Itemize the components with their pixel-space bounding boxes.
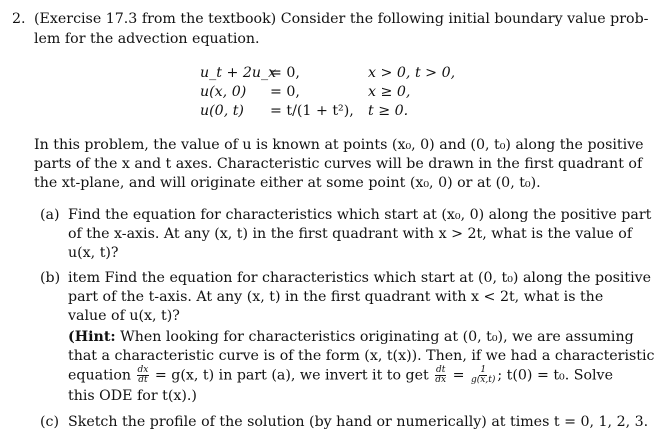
part-c-line1: Sketch the profile of the solution (by hand or numerically) at times t = 0, 1, 2, 3. <box>68 414 649 430</box>
frac-dt-den: dt <box>138 375 148 385</box>
hint-bold-label: (Hint: <box>68 329 116 345</box>
hint-line1 <box>68 328 634 347</box>
frac-g-den: g(x,t) <box>471 375 496 385</box>
frac-dt-dx <box>434 366 447 385</box>
part-a-label: (a) <box>40 207 60 223</box>
hint-line4: this ODE for t(x).) <box>68 388 197 404</box>
part-a-line3: u(x, t)? <box>68 245 119 261</box>
hint-line3-d: ; t(0) = t₀. Solve <box>497 367 613 384</box>
paragraph-line1: In this problem, the value of u is known at points (x₀, 0) and (0, t₀) along the positive <box>34 137 644 153</box>
eq-2-lhs: u(x, 0) <box>200 84 247 100</box>
eq-3-rhs: = t/(1 + t²), <box>270 103 354 119</box>
hint-line1-text: When looking for characteristics originating at (0, t₀), we are assuming <box>115 329 634 345</box>
problem-intro-line1: (Exercise 17.3 from the textbook) Consider the following initial boundary value prob- <box>34 11 649 27</box>
hint-line3 <box>68 366 613 386</box>
frac-dx-den: dx <box>435 375 447 385</box>
eq-2-rhs: = 0, <box>270 84 300 100</box>
part-b-line3: value of u(x, t)? <box>68 308 180 324</box>
problem-number: 2. <box>12 11 26 27</box>
eq-3-lhs: u(0, t) <box>200 103 244 119</box>
eq-2-cond: x ≥ 0, <box>368 84 411 100</box>
eq-1-lhs: u_t + 2u_x <box>200 65 277 81</box>
paragraph-line3: the xt-plane, and will originate either at some point (x₀, 0) or at (0, t₀). <box>34 175 541 191</box>
part-a-line2: of the x-axis. At any (x, t) in the first quadrant with x > 2t, what is the value of <box>68 226 633 242</box>
frac-dt-num: dt <box>435 365 446 375</box>
part-b-line2: part of the t-axis. At any (x, t) in the first quadrant with x < 2t, what is the <box>68 289 604 305</box>
paragraph-line2: parts of the x and t axes. Characteristic curves will be drawn in the first quadrant of <box>34 156 643 172</box>
part-c-label: (c) <box>40 414 60 430</box>
hint-line3-a: equation <box>68 367 131 384</box>
eq-3-cond: t ≥ 0. <box>368 103 409 119</box>
eq-1-rhs: = 0, <box>270 65 300 81</box>
hint-line3-c: = <box>452 367 465 384</box>
hint-line2: that a characteristic curve is of the form (x, t(x)). Then, if we had a characteristic <box>68 348 655 364</box>
part-a-line1: Find the equation for characteristics which start at (x₀, 0) along the positive part <box>68 207 652 223</box>
problem-intro-line2: lem for the advection equation. <box>34 31 260 47</box>
frac-dx-num: dx <box>137 365 149 375</box>
hint-line3-b: = g(x, t) in part (a), we invert it to get <box>154 367 429 384</box>
part-b-label: (b) <box>40 270 61 286</box>
frac-one-num: 1 <box>480 365 487 375</box>
eq-1-cond: x > 0, t > 0, <box>368 65 456 81</box>
part-b-line1: item Find the equation for characteristics which start at (0, t₀) along the positive <box>68 270 652 286</box>
frac-dx-dt <box>137 366 150 385</box>
frac-one-g <box>470 366 496 385</box>
